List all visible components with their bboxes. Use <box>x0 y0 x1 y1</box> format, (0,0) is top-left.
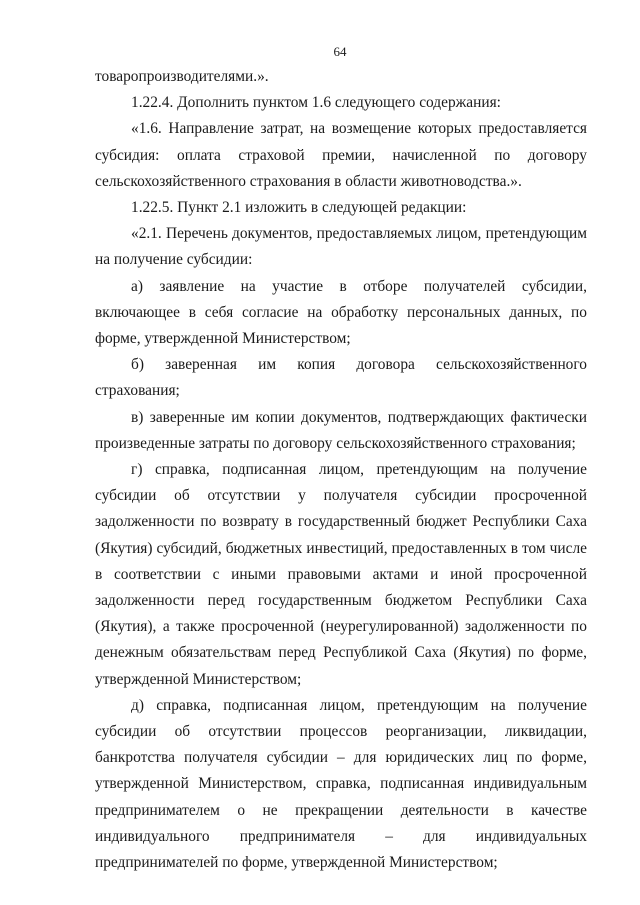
paragraph-continuation: товаропроизводителями.». <box>95 68 269 85</box>
paragraph-subitem-a: а) заявление на участие в отборе получателей субсидии, включающее в себя согласие на обработку персональных данных, по форме, утвержденной Министерством; <box>95 277 587 348</box>
paragraph-subitem-b: б) заверенная им копия договора сельскохозяйственного страхования; <box>95 356 587 400</box>
page-number: 64 <box>333 44 347 59</box>
paragraph-item-1-6: «1.6. Направление затрат, на возмещение которых предоставляется субсидия: оплата страховой премии, начисленной по договору сельскохозяйственного страхования в области животноводства.». <box>95 120 587 190</box>
paragraph-item-2-1: «2.1. Перечень документов, предоставляемых лицом, претендующим на получение субсидии: <box>95 225 587 269</box>
paragraph-subitem-v: в) заверенные им копии документов, подтверждающих фактически произведенные затраты по договору сельскохозяйственного страхования; <box>95 408 587 452</box>
paragraph-subitem-d: д) справка, подписанная лицом, претендующим на получение субсидии об отсутствии процессов реорганизации, ликвидации, банкротства получателя субсидии – для юридических лиц по форме, утвержденной Министерством, справка, подписанная индивидуальным предпринимателем о не прекращении деятельности в качестве индивидуального предпринимателя – для индивидуальных предпринимателей по форме, утвержденной Министерством; <box>95 696 587 872</box>
paragraph-item-1-22-4: 1.22.4. Дополнить пунктом 1.6 следующего содержания: <box>131 94 501 112</box>
document-body <box>95 64 587 876</box>
paragraph-subitem-g: г) справка, подписанная лицом, претендующим на получение субсидии об отсутствии у получателя субсидии просроченной задолженности по возврату в государственный бюджет Республики Саха (Якутия) субсидий, бюджетных инвестиций, предоставленных в том числе в соответствии с иными правовыми актами и иной просроченной задолженности перед государственным бюджетом Республики Саха (Якутия), а также просроченной (неурегулированной) задолженности по денежным обязательствам перед Республикой Саха (Якутия) по форме, утвержденной Министерством; <box>95 461 587 688</box>
paragraph-item-1-22-5: 1.22.5. Пункт 2.1 изложить в следующей редакции: <box>131 199 467 217</box>
